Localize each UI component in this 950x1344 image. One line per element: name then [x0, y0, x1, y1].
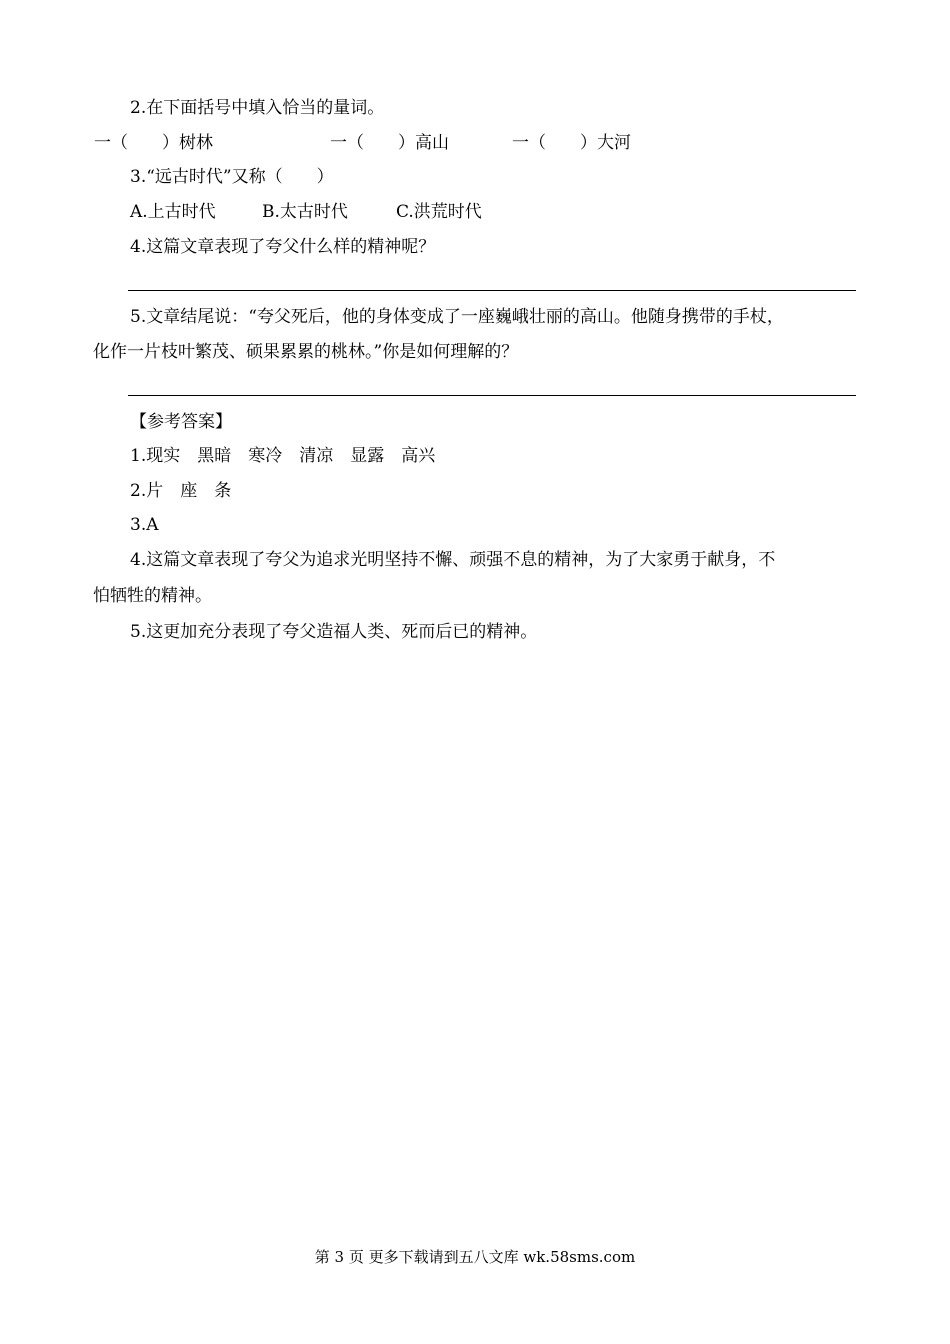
question-5-line-2: 化作一片枝叶繁茂、硕果累累的桃林。”你是如何理解的？	[93, 342, 519, 362]
answer-5: 5.这更加充分表现了夸父造福人类、死而后已的精神。	[130, 622, 538, 642]
question-3: 3.“远古时代”又称（ ）	[130, 167, 334, 187]
blank-river: 一（ ）大河	[512, 133, 631, 153]
blank-mountain: 一（ ）高山	[330, 133, 449, 153]
blank-trees: 一（ ）树林	[94, 133, 213, 153]
question-4: 4.这篇文章表现了夸父什么样的精神呢？	[130, 237, 436, 257]
option-b: B.太古时代	[262, 202, 348, 222]
answers-heading: 【参考答案】	[130, 412, 232, 432]
option-c: C.洪荒时代	[396, 202, 482, 222]
answer-3: 3.A	[130, 515, 159, 535]
answer-4-line-2: 怕牺牲的精神。	[93, 586, 212, 606]
answer-line-4	[128, 290, 856, 291]
question-2: 2.在下面括号中填入恰当的量词。	[130, 98, 385, 118]
question-5-line-1: 5.文章结尾说：“夸父死后，他的身体变成了一座巍峨壮丽的高山。他随身携带的手杖，	[130, 307, 784, 327]
answer-2: 2.片 座 条	[130, 481, 232, 501]
option-a: A.上古时代	[130, 202, 216, 222]
answer-4-line-1: 4.这篇文章表现了夸父为追求光明坚持不懈、顽强不息的精神，为了大家勇于献身，不	[130, 550, 776, 570]
answer-1: 1.现实 黑暗 寒冷 清凉 显露 高兴	[130, 446, 436, 466]
page-footer: 第 3 页 更多下载请到五八文库 wk.58sms.com	[314, 1248, 636, 1266]
answer-line-5	[128, 395, 856, 396]
